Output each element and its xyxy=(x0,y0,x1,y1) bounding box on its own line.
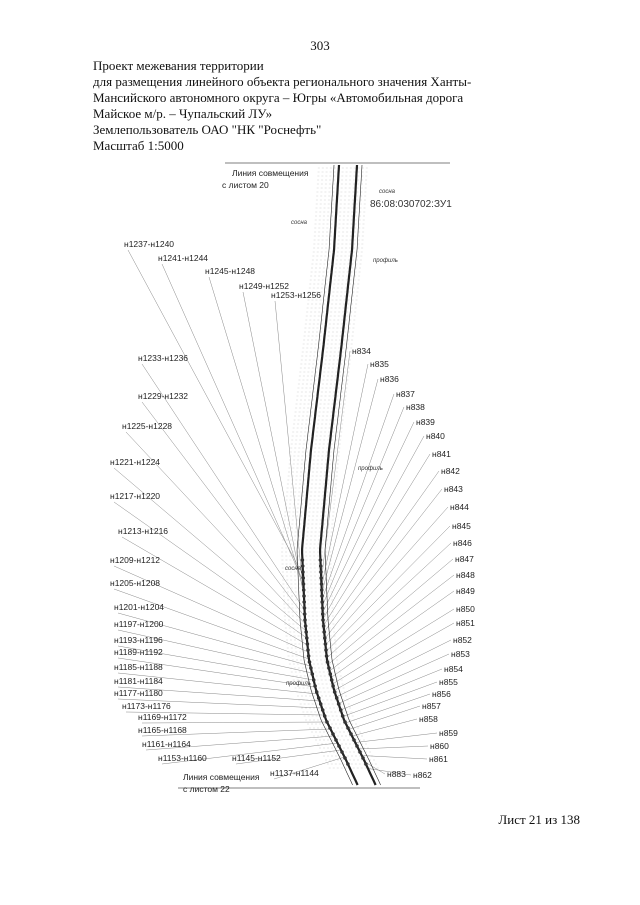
boundary-point xyxy=(303,612,307,616)
leader-line-left xyxy=(275,301,304,603)
terrain-label-pine-2: сосна xyxy=(291,220,307,226)
boundary-point xyxy=(319,558,323,562)
boundary-point xyxy=(320,600,324,604)
point-label-right: н857 xyxy=(422,701,441,711)
boundary-point xyxy=(337,744,341,748)
header-line-5: Землепользователь ОАО "НК "Роснефть" xyxy=(93,122,322,137)
boundary-point xyxy=(309,666,313,670)
point-label-right: н841 xyxy=(432,449,451,459)
boundary-point xyxy=(329,672,333,676)
boundary-point xyxy=(301,570,305,574)
boundary-point xyxy=(302,594,306,598)
boundary-point xyxy=(305,636,309,640)
leader-line-right xyxy=(323,422,414,613)
boundary-point xyxy=(346,726,350,730)
boundary-point xyxy=(321,606,325,610)
boundary-point xyxy=(320,588,324,592)
point-label-left: н1197-н1200 xyxy=(114,619,164,629)
boundary-point xyxy=(330,678,334,682)
boundary-point xyxy=(327,666,331,670)
point-label-left: н1169-н1172 xyxy=(138,712,187,722)
point-label-left: н1245-н1248 xyxy=(205,266,256,276)
point-label-right: н834 xyxy=(352,346,371,356)
point-label-right: н859 xyxy=(439,728,458,738)
boundary-point xyxy=(361,756,365,760)
boundary-point xyxy=(335,696,339,700)
boundary-point xyxy=(321,612,325,616)
point-label-left: н1217-н1220 xyxy=(110,491,161,501)
leader-line-right xyxy=(346,694,431,723)
sheet-counter: Лист 21 из 138 xyxy=(498,812,580,827)
boundary-point xyxy=(303,606,307,610)
road-edge-left xyxy=(302,165,358,785)
leader-line-right xyxy=(322,407,404,606)
leader-line-right xyxy=(352,719,417,736)
point-label-left: н1213-н1216 xyxy=(118,526,169,536)
page-number: 303 xyxy=(310,38,330,53)
leader-line-right xyxy=(355,733,437,743)
point-label-left: н1145-н1152 xyxy=(232,753,281,763)
leader-line-right xyxy=(362,756,427,760)
point-label-right: н858 xyxy=(419,714,438,724)
point-label-right: н853 xyxy=(451,649,470,659)
leader-line-right xyxy=(330,575,454,671)
header-line-4: Майское м/р. – Чупальский ЛУ» xyxy=(93,106,273,121)
boundary-point xyxy=(308,660,312,664)
match-line-top-label-1: Линия совмещения xyxy=(232,168,309,178)
point-label-left: н1237-н1240 xyxy=(124,239,175,249)
point-label-right: н845 xyxy=(452,521,471,531)
point-labels xyxy=(110,239,475,780)
point-label-right: н856 xyxy=(432,689,451,699)
point-label-right: н855 xyxy=(439,677,458,687)
leader-line-right xyxy=(327,543,451,658)
boundary-point xyxy=(304,630,308,634)
boundary-point xyxy=(302,582,306,586)
boundary-point xyxy=(325,654,329,658)
boundary-point xyxy=(339,708,343,712)
point-label-left: н1229-н1232 xyxy=(138,391,189,401)
boundary-point xyxy=(302,600,306,604)
boundary-point xyxy=(301,564,305,568)
boundary-point xyxy=(303,618,307,622)
point-label-right: н843 xyxy=(444,484,463,494)
boundary-point xyxy=(331,684,335,688)
leader-line-right xyxy=(322,379,378,593)
boundary-point xyxy=(323,714,327,718)
leader-line-right xyxy=(343,682,437,717)
boundary-point xyxy=(323,636,327,640)
point-label-right: н836 xyxy=(380,374,399,384)
boundary-point xyxy=(324,648,328,652)
boundary-point xyxy=(312,678,316,682)
point-label-right: н860 xyxy=(430,741,449,751)
boundary-point xyxy=(313,684,317,688)
terrain-label-profile-2: профиль xyxy=(358,466,383,472)
leader-line-right xyxy=(324,454,430,626)
leader-line-right xyxy=(326,526,450,652)
leader-line-right xyxy=(359,746,429,749)
point-label-right: н852 xyxy=(453,635,472,645)
boundary-point xyxy=(349,732,353,736)
point-label-right: н854 xyxy=(444,664,463,674)
boundary-point xyxy=(324,642,328,646)
point-label-left: н1161-н1164 xyxy=(142,739,191,749)
boundary-point xyxy=(331,732,335,736)
boundary-point xyxy=(352,738,356,742)
boundary-point xyxy=(301,558,305,562)
boundary-point xyxy=(337,702,341,706)
terrain-label-pine-3: сосна xyxy=(285,566,301,572)
terrain-label-profile-1: профиль xyxy=(373,258,398,264)
point-label-left: н1249-н1252 xyxy=(239,281,290,291)
leader-line-left xyxy=(142,722,327,723)
leader-line-left xyxy=(142,402,305,617)
point-label-left: н1225-н1228 xyxy=(122,421,173,431)
terrain-label-pine-1: сосна xyxy=(379,189,395,195)
point-label-left: н1153-н1160 xyxy=(158,753,207,763)
point-label-left: н1193-н1196 xyxy=(114,635,163,645)
leader-lines xyxy=(114,250,454,779)
boundary-point xyxy=(311,672,315,676)
leader-line-right xyxy=(324,471,439,632)
header-line-2: для размещения линейного объекта регионального значения Ханты- xyxy=(93,74,472,89)
point-label-right: н838 xyxy=(406,402,425,412)
point-label-left: н1233-н1236 xyxy=(138,353,189,363)
boundary-point xyxy=(343,756,347,760)
point-label-left: н1173-н1176 xyxy=(122,701,171,711)
boundary-point xyxy=(321,708,325,712)
header-line-6: Масштаб 1:5000 xyxy=(93,138,184,153)
point-label-left: н1177-н1180 xyxy=(114,688,163,698)
match-line-bottom-label-1: Линия совмещения xyxy=(183,772,260,782)
point-label-right: н837 xyxy=(396,389,415,399)
point-label-right: н846 xyxy=(453,538,472,548)
point-label-left: н1137-н1144 xyxy=(270,768,319,778)
boundary-point xyxy=(321,618,325,622)
point-label-left: н1165-н1168 xyxy=(138,725,187,735)
boundary-point xyxy=(306,642,310,646)
boundary-point xyxy=(317,696,321,700)
leader-line-right xyxy=(322,364,368,587)
boundary-point xyxy=(304,624,308,628)
boundary-point xyxy=(333,690,337,694)
leader-line-right xyxy=(331,591,454,678)
point-label-left: н1221-н1224 xyxy=(110,457,161,467)
point-label-right: н862 xyxy=(413,770,432,780)
leader-line-right xyxy=(325,489,442,639)
parcel-number: 86:08:030702:ЗУ1 xyxy=(370,199,452,210)
boundary-point xyxy=(340,750,344,754)
point-label-right: н842 xyxy=(441,466,460,476)
point-label-right: н848 xyxy=(456,570,475,580)
boundary-point xyxy=(364,762,368,766)
leader-line-left xyxy=(209,277,304,589)
point-label-right: н840 xyxy=(426,431,445,441)
boundary-point xyxy=(319,702,323,706)
boundary-point xyxy=(322,624,326,628)
header-line-1: Проект межевания территории xyxy=(93,58,264,73)
point-label-right: н849 xyxy=(456,586,475,596)
point-label-right: н847 xyxy=(455,554,474,564)
boundary-point xyxy=(322,630,326,634)
boundary-point xyxy=(341,714,345,718)
point-label-left: н1209-н1212 xyxy=(110,555,161,565)
boundary-point xyxy=(306,648,310,652)
boundary-point xyxy=(325,720,329,724)
terrain-label-profile-3: профиль xyxy=(286,681,311,687)
point-label-left: н1241-н1244 xyxy=(158,253,209,263)
point-label-right: н861 xyxy=(429,754,448,764)
boundary-point xyxy=(301,576,305,580)
boundary-point xyxy=(319,564,323,568)
boundary-point xyxy=(343,720,347,724)
boundary-point xyxy=(319,576,323,580)
boundary-point xyxy=(334,738,338,742)
point-label-right: н844 xyxy=(450,502,469,512)
point-label-right: н883 xyxy=(387,769,406,779)
point-label-right: н850 xyxy=(456,604,475,614)
boundary-point xyxy=(355,744,359,748)
boundary-point xyxy=(319,570,323,574)
point-label-right: н851 xyxy=(456,618,475,628)
point-label-right: н835 xyxy=(370,359,389,369)
boundary-point xyxy=(358,750,362,754)
point-label-left: н1201-н1204 xyxy=(114,602,165,612)
leader-line-right xyxy=(323,436,424,619)
boundary-point xyxy=(307,654,311,658)
boundary-point xyxy=(315,690,319,694)
point-label-left: н1253-н1256 xyxy=(271,290,322,300)
leader-line-left xyxy=(162,264,303,582)
leader-line-right xyxy=(333,609,454,684)
match-line-bottom-label-2: с листом 22 xyxy=(183,784,230,794)
point-label-left: н1181-н1184 xyxy=(114,676,163,686)
leader-line-right xyxy=(328,559,453,665)
boundary-point xyxy=(320,582,324,586)
point-label-left: н1185-н1188 xyxy=(114,662,163,672)
boundary-point xyxy=(302,588,306,592)
boundary-point xyxy=(346,762,350,766)
point-label-right: н839 xyxy=(416,417,435,427)
boundary-point xyxy=(326,660,330,664)
point-label-left: н1205-н1208 xyxy=(110,578,161,588)
point-label-left: н1189-н1192 xyxy=(114,647,163,657)
header-line-3: Мансийского автономного округа – Югры «Автомобильная дорога xyxy=(93,90,464,105)
boundary-point xyxy=(320,594,324,598)
match-line-top-label-2: с листом 20 xyxy=(222,180,269,190)
boundary-point xyxy=(328,726,332,730)
